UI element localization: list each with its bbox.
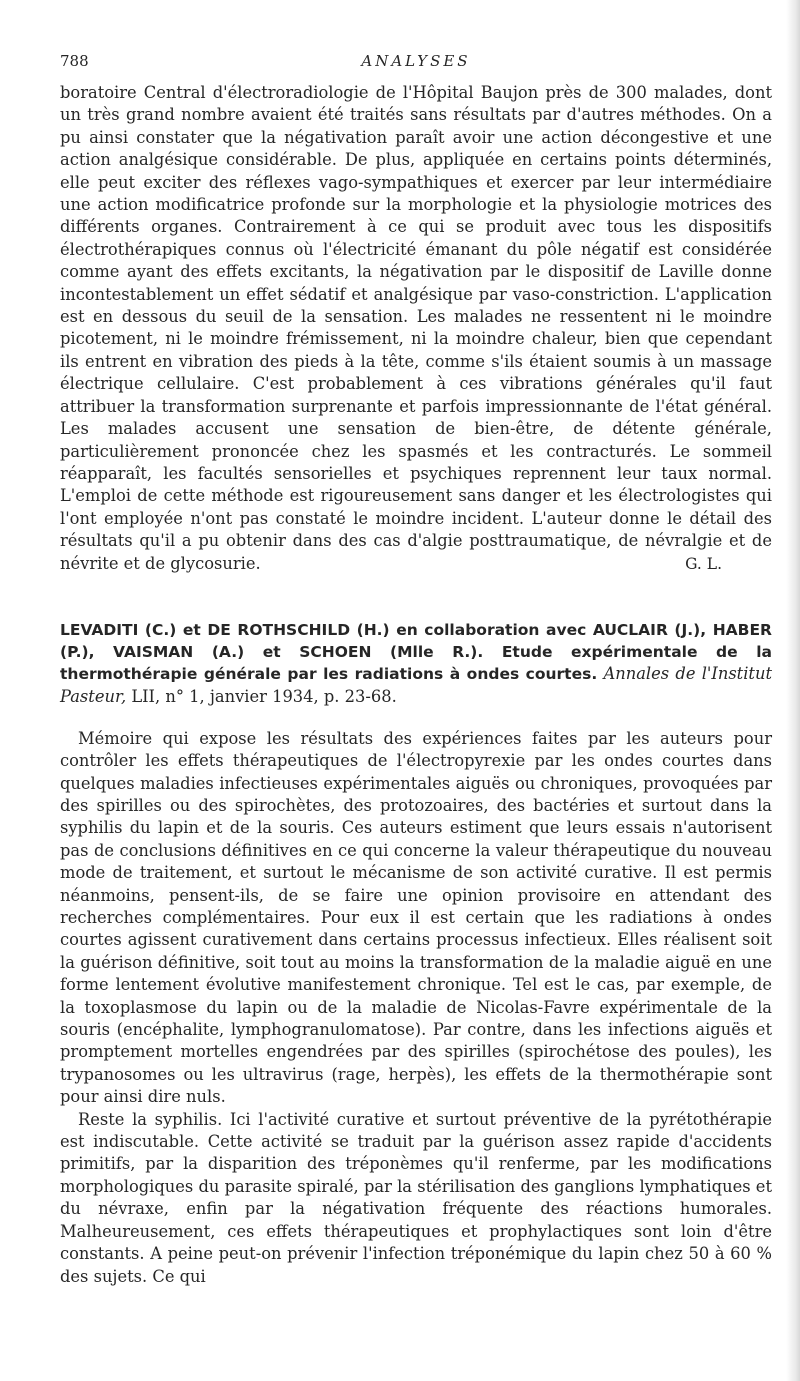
second-review-paragraph: Mémoire qui expose les résultats des expériences faites par les auteurs pour contrôler les effets thérapeutiques de l'électropyrexie par les ondes courtes dans quelques maladies infectieuses expérimentales aiguës ou chroniques, provoquées par des spirilles ou des spirochètes, des protozoaires, des bactéries et surtout dans la syphilis du lapin et de la souris. Ces auteurs estiment que leurs essais n'autorisent pas de conclusions définitives en ce qui concerne la valeur thérapeutique du nouveau mode de traitement, et surtout le mécanisme de son activité curative. Il est permis néanmoins, pensent-ils, de se faire une opinion provisoire en attendant des recherches complémentaires. Pour eux il est certain que les radiations à ondes courtes agissent curativement dans certains processus infectieux. Elles réalisent soit la guérison définitive, soit tout au moins la transformation de la maladie aiguë en une forme lentement évolutive manifestement chronique. Tel est le cas, par exemple, de la toxoplasmose du lapin ou de la maladie de Nicolas-Favre expérimentale de la souris (encéphalite, lymphogranulomatose). Par contre, dans les infections aiguës et promptement mortelles engendrées par des spirilles (spirochétose des poules), les trypanosomes ou les ultravirus (rage, herpès), les effets de la thermothérapie sont pour ainsi dire nuls. xyxy=(60,728,772,1107)
page-number: 788 xyxy=(60,52,89,70)
second-review-bibliography xyxy=(60,619,772,708)
first-review-text: boratoire Central d'électroradiologie de l'Hôpital Baujon près de 300 malades, dont un très grand nombre avaient été traités sans résultats par d'autres méthodes. On a pu ainsi constater que la négativation paraît avoir une action décongestive et une action analgésique considérable. De plus, appliquée en certains points déterminés, elle peut exciter des réflexes vago-sympathiques et exercer par leur intermédiaire une action modificatrice profonde sur la morphologie et la physiologie motrices des différents organes. Contrairement à ce qui se produit avec tous les dispositifs électrothérapiques connus où l'électricité émanant du pôle négatif est considérée comme ayant des effets excitants, la négativation par le dispositif de Laville donne incontestablement un effet sédatif et analgésique par vaso-constriction. L'application est en dessous du seuil de la sensation. Les malades ne ressentent ni le moindre picotement, ni le moindre frémissement, ni la moindre chaleur, bien que cependant ils entrent en vibration des pieds à la tête, comme s'ils étaient soumis à un massage électrique cellulaire. C'est probablement à ces vibrations générales qu'il faut attribuer la transformation surprenante et parfois impressionnante de l'état général. Les malades accusent une sensation de bien-être, de détente générale, particulièrement prononcée chez les spasmés et les contracturés. Le sommeil réapparaît, les facultés sensorielles et psychiques reprennent leur taux normal. L'emploi de cette méthode est rigoureusement sans danger et les électrologistes qui l'ont employée n'ont pas constaté le moindre incident. L'auteur donne le détail des résultats qu'il a pu obtenir dans des cas d'algie posttraumatique, de névralgie et de névrite et de glycosurie. xyxy=(60,83,772,573)
bibliography-citation: LII, n° 1, janvier 1934, p. 23-68. xyxy=(131,686,397,706)
bibliography-authors-title: LEVADITI (C.) et DE ROTHSCHILD (H.) en collaboration avec AUCLAIR (J.), HABER (P.), VAISMAN (A.) et SCHOEN (Mlle R.). Etude expérimentale de la thermothérapie générale par les radiations à ondes courtes. xyxy=(60,620,772,684)
first-review xyxy=(60,82,772,577)
running-head xyxy=(60,52,772,78)
section-title: ANALYSES xyxy=(361,52,471,70)
first-review-signature: G. L. xyxy=(685,554,722,573)
bibliography-journal: Annales de l'Institut Pasteur, xyxy=(60,664,772,706)
journal-page xyxy=(60,52,772,1288)
second-review-body xyxy=(60,728,772,1288)
second-review-paragraph: Reste la syphilis. Ici l'activité curative et surtout préventive de la pyrétothérapie est indiscutable. Cette activité se traduit par la guérison assez rapide d'accidents primitifs, par la disparition des tréponèmes qu'il renferme, par les modifications morphologiques du parasite spiralé, par la stérilisation des ganglions lymphatiques et du névraxe, enfin par la négativation fréquente des réactions humorales. Malheureusement, ces effets thérapeutiques et prophylactiques sont loin d'être constants. A peine peut-on prévenir l'infection tréponémique du lapin chez 50 à 60 % des sujets. Ce qui xyxy=(60,1109,772,1286)
page-edge-shadow xyxy=(786,0,800,1381)
